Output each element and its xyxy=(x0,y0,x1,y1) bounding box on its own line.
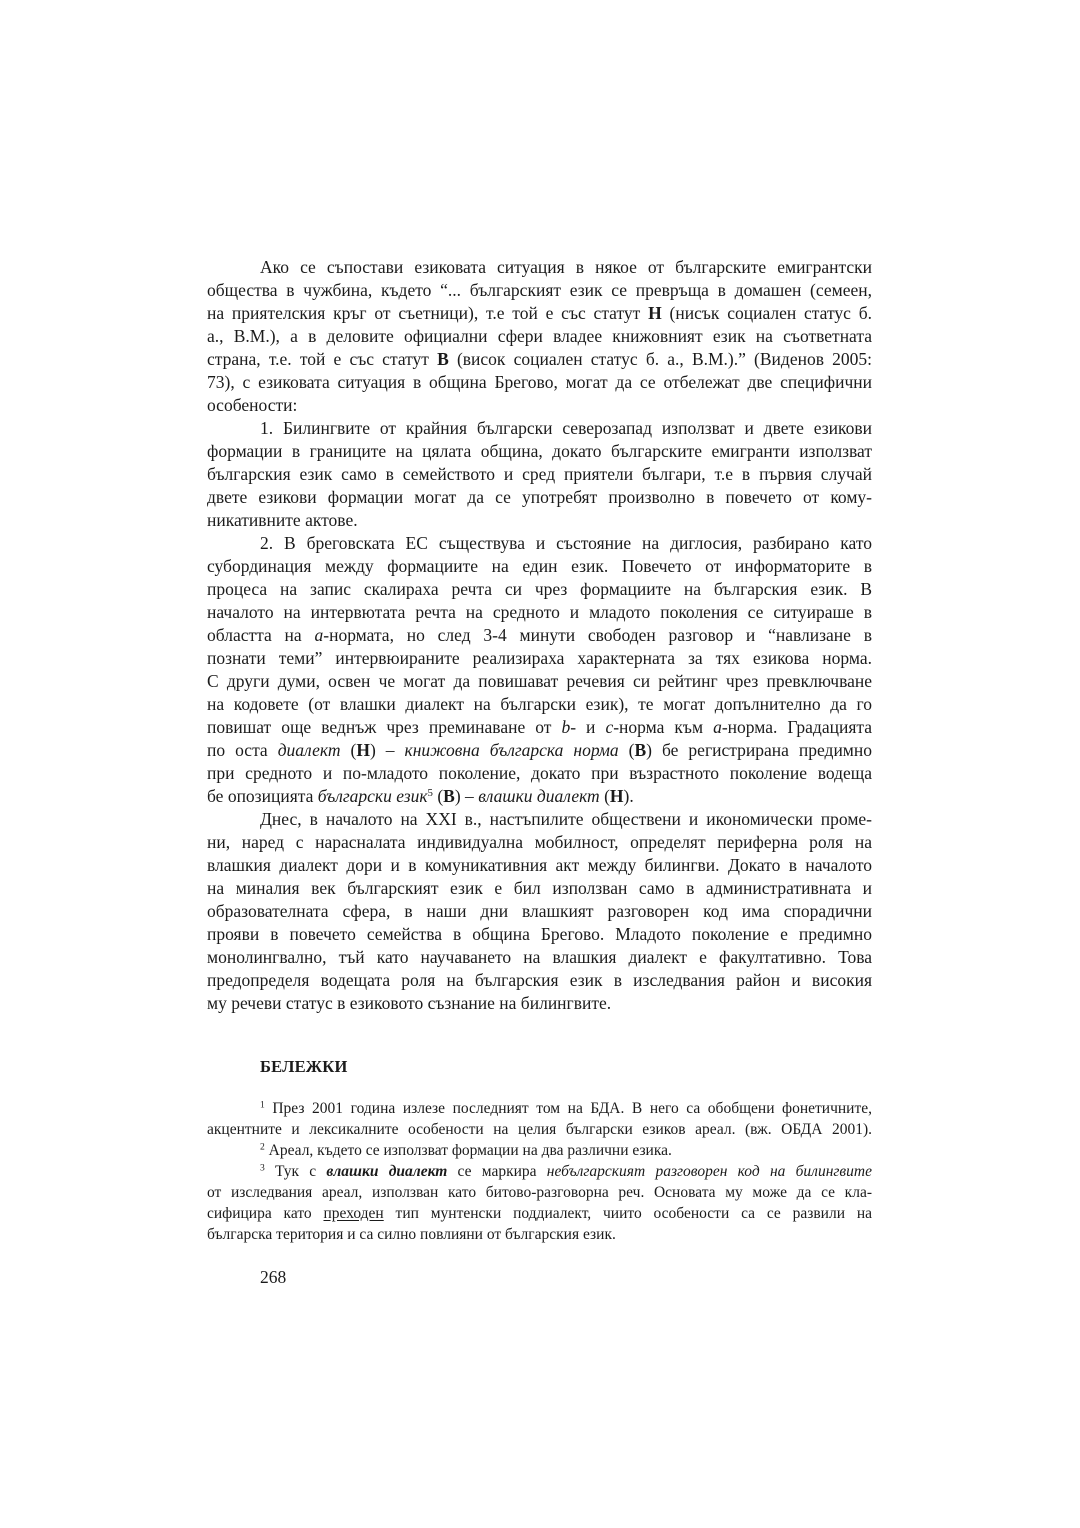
text-run: областта на xyxy=(207,625,315,645)
text-line xyxy=(207,808,872,831)
footnote-marker: 5 xyxy=(427,787,433,800)
text-line xyxy=(207,1161,872,1182)
text-line xyxy=(207,831,872,854)
line-text xyxy=(207,832,872,852)
line-text xyxy=(207,901,872,921)
line-text xyxy=(207,1184,872,1201)
italic-text: a xyxy=(713,717,722,737)
line-text xyxy=(207,878,872,898)
bold-text: В xyxy=(437,349,449,369)
line-text xyxy=(207,648,872,668)
line-text xyxy=(207,671,872,691)
body-text xyxy=(207,256,872,1015)
line-text xyxy=(207,464,872,484)
text-run: През 2001 година излезе последният том на БДА. В него са обобщени фонетичните, xyxy=(264,1100,872,1117)
text-run: 73), с езиковата ситуация в община Брегово, могат да се отбележат две специфични xyxy=(207,372,872,392)
text-line xyxy=(207,394,872,417)
text-line xyxy=(207,624,872,647)
line-text xyxy=(207,372,872,392)
paragraph xyxy=(207,417,872,532)
line-text xyxy=(207,556,872,576)
line-text xyxy=(260,533,872,553)
bold-text: Н xyxy=(609,786,624,806)
text-run: от изследвания ареал, използван като битово-разговорна реч. Основата му може да се кла- xyxy=(207,1184,872,1201)
text-line xyxy=(207,486,872,509)
italic-text: c xyxy=(605,717,614,737)
text-run: прояви в повечето семейства в община Брегово. Младото поколение е предимно xyxy=(207,924,872,944)
line-text xyxy=(260,257,872,277)
line-text xyxy=(207,855,872,875)
footnote xyxy=(207,1161,872,1245)
text-run: сифицира като xyxy=(207,1205,324,1222)
italic-text: небългарският разговорен код на билингвите xyxy=(546,1163,872,1180)
page-number: 268 xyxy=(260,1267,287,1287)
text-run: ( xyxy=(618,740,635,760)
text-line xyxy=(207,463,872,486)
text-line xyxy=(207,900,872,923)
line-text xyxy=(207,740,872,760)
bold-text: Н xyxy=(648,303,662,323)
footnotes xyxy=(207,1098,872,1245)
footnote-marker: 1 xyxy=(260,1099,265,1111)
text-run: - и xyxy=(570,717,606,737)
text-line xyxy=(207,854,872,877)
line-text xyxy=(207,625,872,645)
line-text xyxy=(260,1100,872,1117)
text-run: Ареал, където се използват формации на два различни езика. xyxy=(264,1142,672,1159)
line-text xyxy=(207,395,297,415)
text-run: -норма към xyxy=(613,717,714,737)
text-run: на приятелския кръг от съетници), т.е той е със статут xyxy=(207,303,649,323)
text-line xyxy=(207,417,872,440)
paragraph xyxy=(207,256,872,417)
line-text xyxy=(207,510,358,530)
line-text xyxy=(207,326,872,346)
text-run: никативните актове. xyxy=(207,510,358,530)
text-run: -норма. Градацията xyxy=(721,717,872,737)
italic-text: диалект xyxy=(277,740,341,760)
italic-text: b xyxy=(561,717,571,737)
italic-text: книжовна българска норма xyxy=(404,740,619,760)
text-run: общества в чужбина, където “... българският език се превръща в домашен (семеен, xyxy=(207,280,872,300)
text-run: субординация между формациите на един език. Повечето от информаторите в xyxy=(207,556,872,576)
text-run: бе опозицията xyxy=(207,786,318,806)
text-line xyxy=(207,256,872,279)
text-run: -нормата, но след 3-4 минути свободен разговор и “навлизане в xyxy=(323,625,872,645)
line-text xyxy=(207,280,872,300)
text-run: Днес, в началото на XXI в., настъпилите обществени и икономически проме- xyxy=(260,809,872,829)
text-line xyxy=(207,739,872,762)
text-run: страна, т.е. той е със статут xyxy=(207,349,438,369)
text-run: (нисък социален статус б. xyxy=(661,303,872,323)
text-line xyxy=(207,1182,872,1203)
line-text xyxy=(260,1163,872,1180)
text-run: особености: xyxy=(207,395,298,415)
text-line xyxy=(207,348,872,371)
line-text xyxy=(260,1142,672,1159)
text-run: Тук с xyxy=(264,1163,327,1180)
text-run: на миналия век българският език е бил използван само в административната и xyxy=(207,878,872,898)
footnote-marker: 2 xyxy=(260,1141,265,1153)
text-line xyxy=(207,693,872,716)
text-line xyxy=(207,1224,872,1245)
text-run: ). xyxy=(623,786,634,806)
text-line xyxy=(207,1098,872,1119)
text-run: (висок социален статус б. а., В.М.).” (Виденов 2005: xyxy=(448,349,872,369)
text-line xyxy=(207,647,872,670)
text-run: формации в границите на цялата община, докато българските емигранти използват xyxy=(207,441,872,461)
line-text xyxy=(207,349,872,369)
text-run: 2. В бреговската ЕС съществува и състояние на диглосия, разбирано като xyxy=(260,533,872,553)
paragraph xyxy=(207,808,872,1015)
text-line xyxy=(207,440,872,463)
paragraph xyxy=(207,532,872,808)
text-run: познати теми” интервюираните реализираха характерната за тях езикова норма. xyxy=(207,648,872,668)
text-run: Ако се съпостави езиковата ситуация в някое от българските емигрантски xyxy=(260,257,872,277)
text-line xyxy=(207,601,872,624)
text-line xyxy=(207,1119,872,1140)
footnote xyxy=(207,1140,872,1161)
text-run: процеса на запис скалираха речта си чрез формациите на българския език. В xyxy=(207,579,872,599)
line-text xyxy=(207,487,872,507)
text-run: ( xyxy=(340,740,357,760)
text-run: се маркира xyxy=(447,1163,547,1180)
bold-text: В xyxy=(443,786,455,806)
text-run: 1. Билингвите от крайния български северозапад използват и двете езикови xyxy=(260,418,872,438)
notes-heading: БЕЛЕЖКИ xyxy=(260,1057,348,1076)
text-line xyxy=(207,325,872,348)
italic-text: български език xyxy=(317,786,428,806)
text-run: българска територия и са силно повлияни от българския език. xyxy=(207,1226,616,1243)
text-line xyxy=(207,509,872,532)
text-line xyxy=(207,670,872,693)
text-line xyxy=(207,716,872,739)
line-text xyxy=(207,786,634,806)
text-run: ( xyxy=(432,786,444,806)
footnote-marker: 3 xyxy=(260,1162,265,1174)
text-run: предопределя водещата роля на българския език в изследвания район и високия xyxy=(207,970,872,990)
text-run: на кодовете (от влашки диалект на български език), те могат допълнително да го xyxy=(207,694,872,714)
footnote xyxy=(207,1098,872,1140)
line-text xyxy=(207,694,872,714)
line-text xyxy=(207,602,872,622)
line-text xyxy=(207,717,872,737)
text-line xyxy=(207,279,872,302)
line-text xyxy=(207,1226,616,1243)
text-run: ( xyxy=(599,786,610,806)
text-run: българския език само в семейството и сред приятели българи, т.е в първия случай xyxy=(207,464,872,484)
underlined-text: преходен xyxy=(323,1205,384,1222)
line-text xyxy=(260,418,872,438)
line-text xyxy=(207,924,872,944)
text-line xyxy=(207,969,872,992)
text-line xyxy=(207,946,872,969)
line-text xyxy=(207,303,872,323)
line-text xyxy=(207,579,872,599)
line-text xyxy=(207,947,872,967)
text-run: по оста xyxy=(207,740,278,760)
text-line xyxy=(207,371,872,394)
text-run: ) бе регистрирана предимно xyxy=(646,740,873,760)
text-run: влашкия диалект дори и в комуникативния акт между билингви. Докато в началото xyxy=(207,855,872,875)
text-line xyxy=(207,302,872,325)
line-text xyxy=(260,809,872,829)
bold-text: Н xyxy=(356,740,370,760)
text-run: му речеви статус в езиковото съзнание на билингвите. xyxy=(207,993,612,1013)
text-line xyxy=(207,555,872,578)
text-line xyxy=(207,785,872,808)
line-text xyxy=(207,1121,872,1138)
text-run: монолингвално, тъй като научаването на влашкия диалект е факултативно. Това xyxy=(207,947,872,967)
bold-text: В xyxy=(634,740,647,760)
text-line xyxy=(207,992,872,1015)
text-run: акцентните и лексикалните особености на целия български езиков ареал. (вж. ОБДА 2001). xyxy=(207,1121,872,1138)
line-text xyxy=(207,1205,872,1222)
text-run: ) – xyxy=(454,786,479,806)
line-text xyxy=(207,763,872,783)
text-run: при средното и по-младото поколение, докато при възрастното поколение водеща xyxy=(207,763,872,783)
italic-text: а xyxy=(314,625,324,645)
text-run: С други думи, освен че могат да повишават речевия си рейтинг чрез превключване xyxy=(207,671,872,691)
text-line xyxy=(207,1203,872,1224)
text-run: а., В.М.), а в деловите официални сфери владее книжовният език на съответната xyxy=(207,326,872,346)
italic-text: влашки диалект xyxy=(478,786,600,806)
text-run: повишат още веднъж чрез преминаване от xyxy=(207,717,562,737)
text-run: началото на интервютата речта на средното и младото поколения се ситуираше в xyxy=(207,602,872,622)
text-line xyxy=(207,923,872,946)
text-run: ) – xyxy=(369,740,405,760)
line-text xyxy=(207,993,611,1013)
text-line xyxy=(207,578,872,601)
text-line xyxy=(207,532,872,555)
text-run: ни, наред с нарасналата индивидуална мобилност, определят периферна роля на xyxy=(207,832,872,852)
line-text xyxy=(207,441,872,461)
text-run: образователната сфера, в наши дни влашкият разговорен код има спорадични xyxy=(207,901,872,921)
text-run: тип мунтенски поддиалект, чиито особености са се развили на xyxy=(383,1205,873,1222)
text-line xyxy=(207,762,872,785)
bold-italic-text: влашки диалект xyxy=(326,1163,448,1180)
text-run: двете езикови формации могат да се употребят произволно в повечето от кому- xyxy=(207,487,872,507)
text-line xyxy=(207,1140,872,1161)
line-text xyxy=(207,970,872,990)
text-line xyxy=(207,877,872,900)
